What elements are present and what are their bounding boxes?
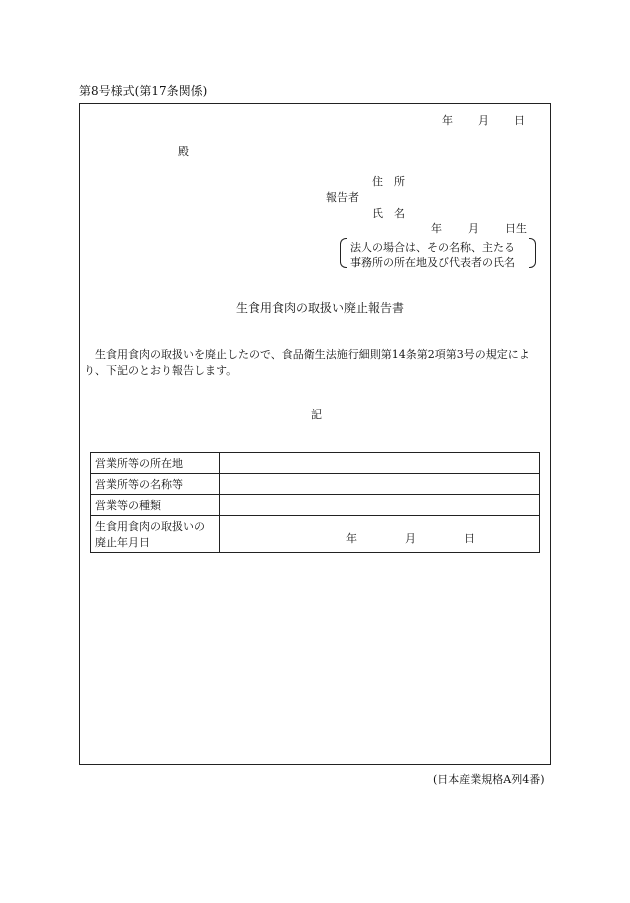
report-table: [90, 452, 540, 553]
table-row: [91, 495, 540, 516]
form-frame: [79, 103, 551, 765]
note-line1: 法人の場合は、その名称、主たる: [350, 241, 515, 254]
row-label-discontinue-date: [91, 516, 220, 553]
birth-month: 月: [468, 222, 479, 235]
row-label-name: 営業所等の名称等: [91, 474, 220, 495]
last-label-line2: 廃止年月日: [95, 536, 150, 549]
discontinue-day: 日: [464, 532, 475, 545]
document-title: 生食用食肉の取扱い廃止報告書: [236, 301, 405, 315]
date-day: 日: [514, 114, 525, 127]
table-row: [91, 453, 540, 474]
birth-year: 年: [431, 222, 442, 235]
row-value-type[interactable]: [220, 495, 540, 516]
discontinue-year: 年: [346, 532, 357, 545]
row-label-type: 営業等の種類: [91, 495, 220, 516]
form-number: 第8号様式(第17条関係): [79, 84, 208, 98]
left-bracket: [340, 238, 347, 268]
note-line2: 事務所の所在地及び代表者の氏名: [350, 256, 515, 269]
row-value-discontinue-date[interactable]: [220, 516, 540, 553]
right-bracket: [529, 238, 536, 268]
date-year: 年: [442, 114, 453, 127]
birth-day: 日生: [505, 222, 527, 235]
corporate-note: [340, 238, 536, 270]
last-label-line1: 生食用食肉の取扱いの: [95, 520, 205, 533]
body-line1: 生食用食肉の取扱いを廃止したので、食品衛生法施行細則第14条第2項第3号の規定によ: [84, 348, 530, 361]
row-value-location[interactable]: [220, 453, 540, 474]
table-row: [91, 516, 540, 553]
reporter-address-label: 住 所: [372, 175, 405, 188]
ki-heading: 記: [311, 408, 322, 421]
footer-note: (日本産業規格A列4番): [433, 773, 545, 786]
row-value-name[interactable]: [220, 474, 540, 495]
reporter-label: 報告者: [326, 191, 359, 204]
table-row: [91, 474, 540, 495]
reporter-name-label: 氏 名: [372, 207, 405, 220]
addressee-suffix: 殿: [178, 145, 189, 158]
date-month: 月: [478, 114, 489, 127]
discontinue-month: 月: [405, 532, 416, 545]
row-label-location: 営業所等の所在地: [91, 453, 220, 474]
body-line2: り、下記のとおり報告します。: [84, 364, 238, 377]
